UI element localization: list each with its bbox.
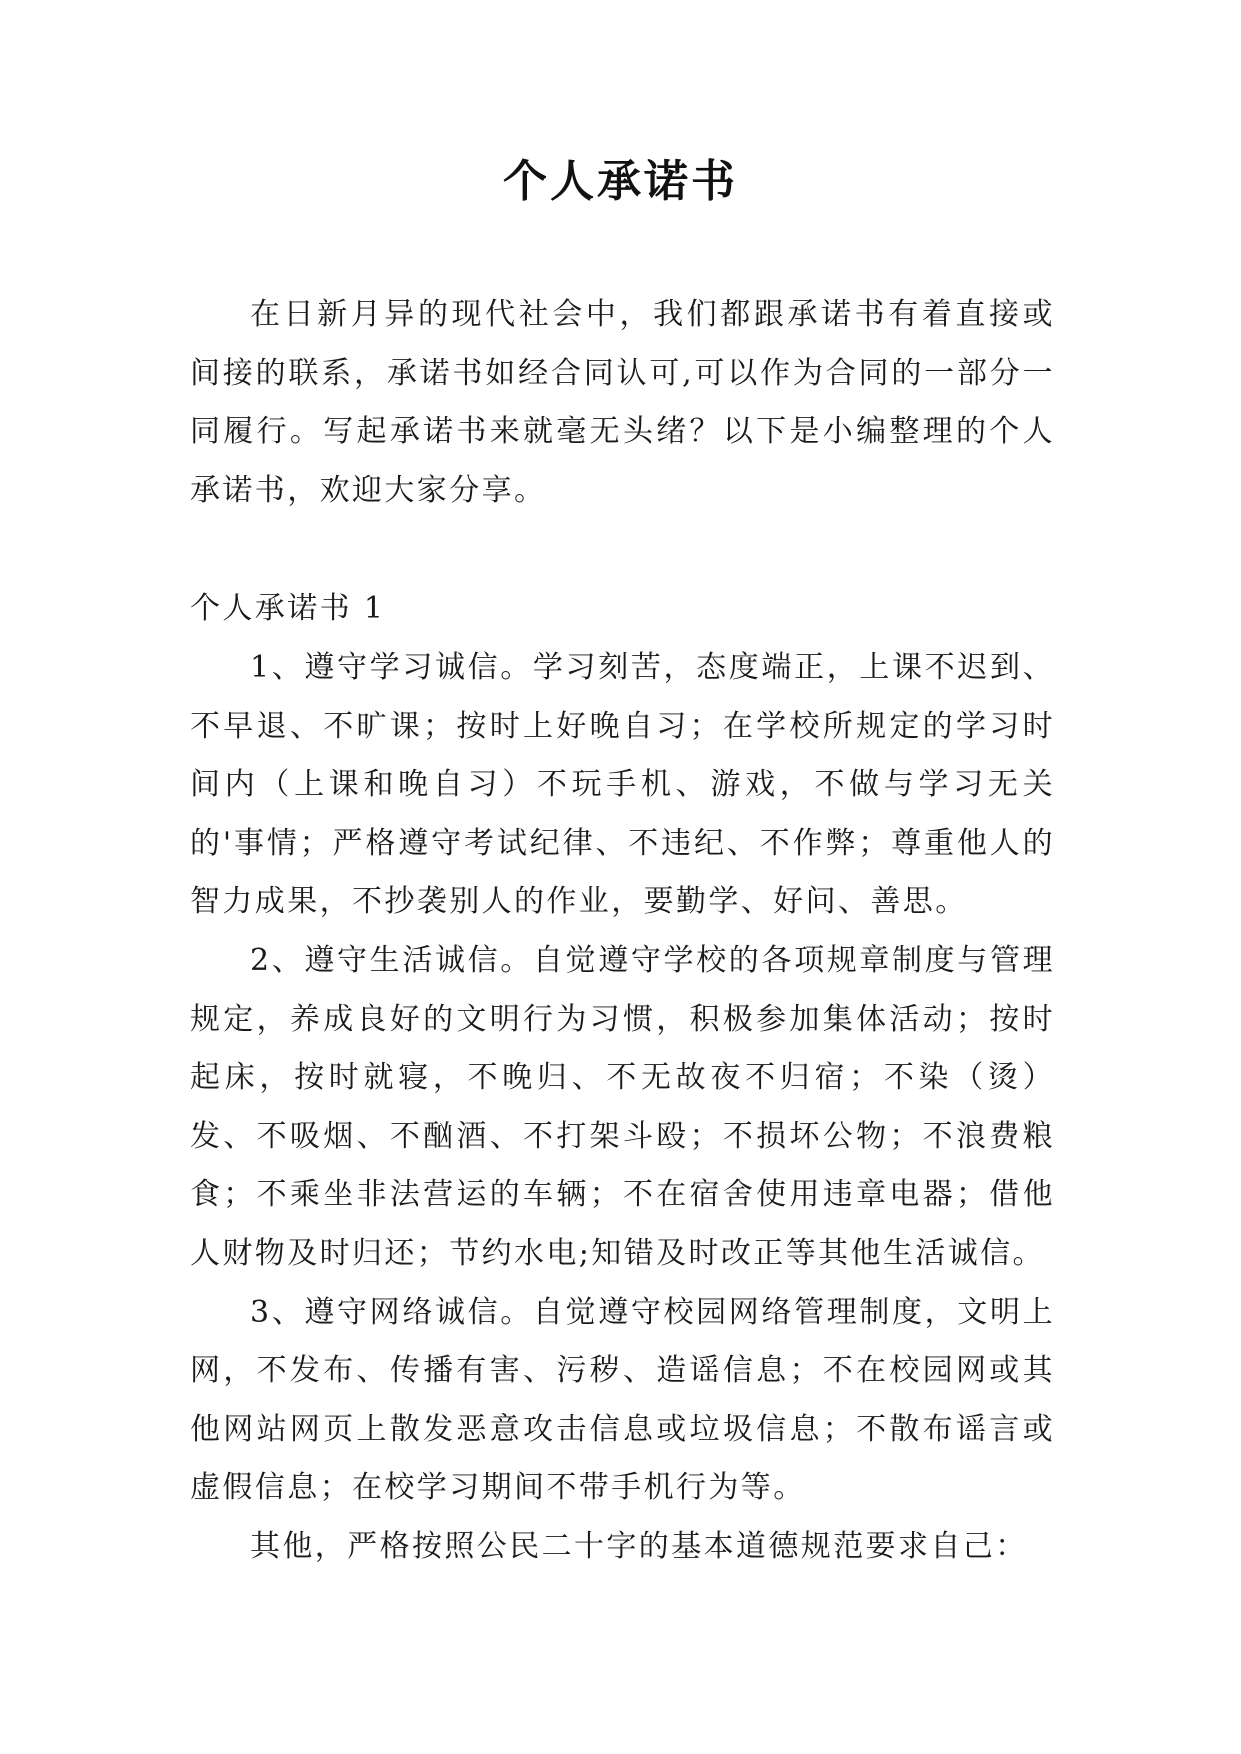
commitment-item-3: 3、遵守网络诚信。自觉遵守校园网络管理制度，文明上网，不发布、传播有害、污秽、造谣信息；不在校园网或其他网站网页上散发恶意攻击信息或垃圾信息；不散布谣言或虚假信息；在校学习期间不带手机行为等。 [190, 1294, 1055, 1506]
commitment-item-1: 1、遵守学习诚信。学习刻苦，态度端正，上课不迟到、不早退、不旷课；按时上好晚自习；在学校所规定的学习时间内（上课和晚自习）不玩手机、游戏，不做与学习无关的'事情；严格遵守考试纪律、不违纪、不作弊；尊重他人的智力成果，不抄袭别人的作业，要勤学、好问、善思。 [190, 649, 1055, 920]
closing-paragraph: 其他，严格按照公民二十字的基本道德规范要求自己： [250, 1528, 1028, 1564]
section-title: 个人承诺书 1 [190, 591, 386, 627]
paragraph-gap [190, 520, 1055, 580]
document-body [190, 286, 1055, 1576]
commitment-item-2: 2、遵守生活诚信。自觉遵守学校的各项规章制度与管理规定，养成良好的文明行为习惯，积极参加集体活动；按时起床，按时就寝，不晚归、不无故夜不归宿；不染（烫）发、不吸烟、不酗酒、不打架斗殴；不损坏公物；不浪费粮食；不乘坐非法营运的车辆；不在宿舍使用违章电器；借他人财物及时归还；节约水电;知错及时改正等其他生活诚信。 [190, 942, 1055, 1271]
document-title: 个人承诺书 [503, 156, 738, 207]
intro-paragraph: 在日新月异的现代社会中，我们都跟承诺书有着直接或间接的联系，承诺书如经合同认可,可以作为合同的一部分一同履行。写起承诺书来就毫无头绪？以下是小编整理的个人承诺书，欢迎大家分享。 [190, 297, 1055, 508]
